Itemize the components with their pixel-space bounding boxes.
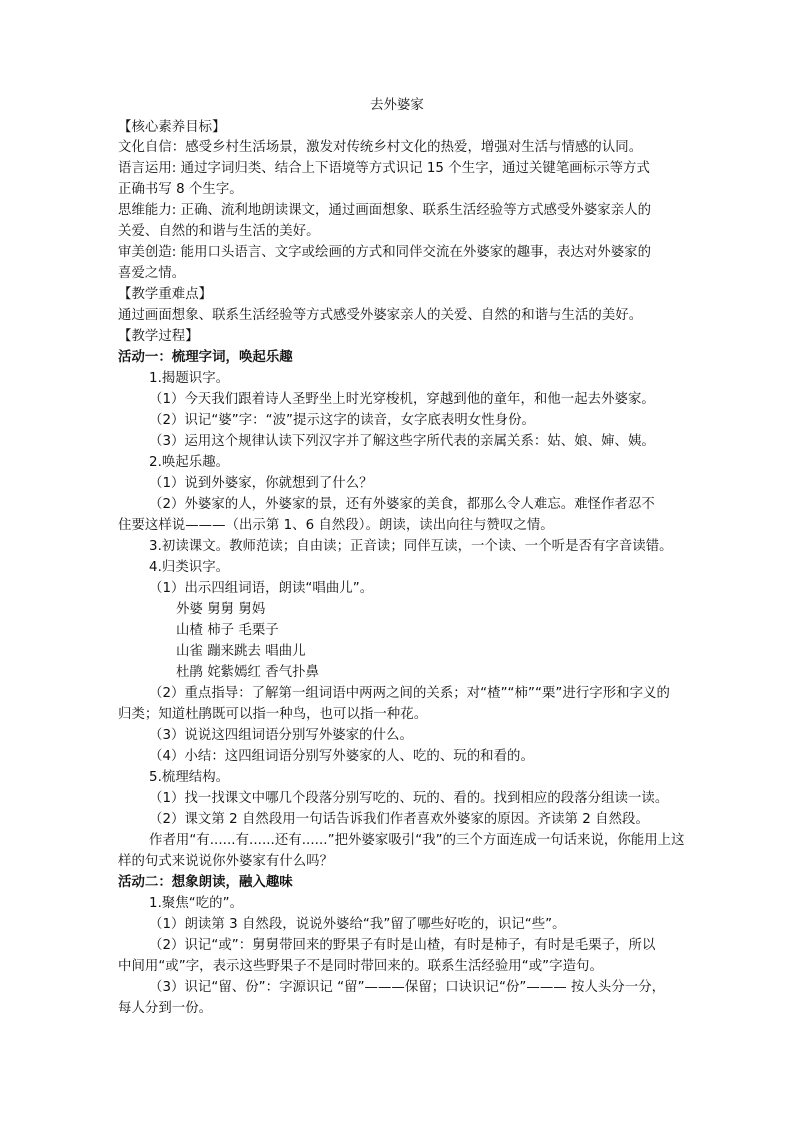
paragraph-line: （2）课文第 2 自然段用一句话告诉我们作者喜欢外婆家的原因。齐读第 2 自然段。 (149, 812, 649, 827)
activity-heading: 活动二：想象朗读，融入趣味 (118, 875, 293, 890)
document-title: 去外婆家 (370, 98, 424, 113)
paragraph-line: （1）朗读第 3 自然段，说说外婆给“我”留了哪些好吃的，识记“些”。 (149, 917, 566, 932)
paragraph-line: （3）说说这四组词语分别写外婆家的什么。 (149, 728, 413, 743)
paragraph-line: 审美创造: 能用口头语言、文字或绘画的方式和同伴交流在外婆家的趣事，表达对外婆家的 (118, 245, 652, 260)
paragraph-line: （2）外婆家的人，外婆家的景，还有外婆家的美食，都那么令人难忘。难怪作者忍不 (149, 497, 655, 512)
paragraph-line: （1）找一找课文中哪几个段落分别写吃的、玩的、看的。找到相应的段落分组读一读。 (149, 791, 669, 806)
paragraph-line: （2）识记“或”：舅舅带回来的野果子有时是山楂，有时是柿子，有时是毛栗子，所以 (149, 938, 656, 953)
paragraph-line: 3.初读课文。教师范读；自由读；正音读；同伴互读，一个读、一个听是否有字音读错。 (149, 539, 673, 554)
paragraph-line: （2）识记“婆”字：“波”提示这字的读音，女字底表明女性身份。 (149, 413, 535, 428)
section-heading-process: 【教学过程】 (118, 329, 199, 344)
step-heading: 1.聚焦“吃的”。 (149, 896, 244, 911)
paragraph-line: 样的句式来说说你外婆家有什么吗？ (118, 854, 334, 869)
paragraph-line: 归类；知道杜鹃既可以指一种鸟，也可以指一种花。 (118, 707, 428, 722)
paragraph-line: 中间用“或”字，表示这些野果子不是同时带回来的。联系生活经验用“或”字造句。 (118, 959, 603, 974)
paragraph-line: 通过画面想象、联系生活经验等方式感受外婆家亲人的关爱、自然的和谐与生活的美好。 (118, 308, 643, 323)
section-heading-key-points: 【教学重难点】 (118, 287, 213, 302)
paragraph-line: （2）重点指导：了解第一组词语中两两之间的关系；对“楂”“柿”“栗”进行字形和字义的 (149, 686, 670, 701)
paragraph-line: 作者用“有......有......还有......”把外婆家吸引“我”的三个方面连成一句话来说，你能用上这 (149, 833, 685, 848)
activity-heading: 活动一：梳理字词，唤起乐趣 (118, 350, 293, 365)
word-group: 外婆 舅舅 舅妈 (176, 602, 266, 617)
paragraph-line: （3）识记“留、份”：字源识记 “留”———保留；口诀识记“份”——— 按人头分一分， (149, 980, 666, 995)
paragraph-line: （1）说到外婆家，你就想到了什么？ (149, 476, 373, 491)
paragraph-line: 正确书写 8 个生字。 (118, 182, 243, 197)
step-heading: 5.梳理结构。 (149, 770, 230, 785)
paragraph-line: 喜爱之情。 (118, 266, 186, 281)
paragraph-line: 关爱、自然的和谐与生活的美好。 (118, 224, 320, 239)
section-heading-objectives: 【核心素养目标】 (118, 120, 226, 135)
paragraph-line: 语言运用: 通过字词归类、结合上下语境等方式识记 15 个生字，通过关键笔画标示等方式 (118, 161, 650, 176)
word-group: 杜鹃 姹紫嫣红 香气扑鼻 (176, 665, 320, 680)
word-group: 山雀 蹦来跳去 唱曲儿 (176, 644, 306, 659)
paragraph-line: 文化自信：感受乡村生活场景，激发对传统乡村文化的热爱，增强对生活与情感的认同。 (118, 140, 643, 155)
paragraph-line: 住要这样说———（出示第 1、6 自然段）。朗读，读出向往与赞叹之情。 (118, 518, 554, 533)
paragraph-line: 思维能力: 正确、流利地朗读课文，通过画面想象、联系生活经验等方式感受外婆家亲人的 (118, 203, 652, 218)
step-heading: 4.归类识字。 (149, 560, 230, 575)
word-group: 山楂 柿子 毛栗子 (176, 623, 279, 638)
step-heading: 2.唤起乐趣。 (149, 455, 230, 470)
paragraph-line: （3）运用这个规律认读下列汉字并了解这些字所代表的亲属关系：姑、娘、婶、姨。 (149, 434, 655, 449)
paragraph-line: （1）出示四组词语，朗读“唱曲儿”。 (149, 581, 374, 596)
paragraph-line: （1）今天我们跟着诗人圣野坐上时光穿梭机，穿越到他的童年，和他一起去外婆家。 (149, 392, 655, 407)
step-heading: 1.揭题识字。 (149, 371, 230, 386)
paragraph-line: （4）小结：这四组词语分别写外婆家的人、吃的、玩的和看的。 (149, 749, 534, 764)
paragraph-line: 每人分到一份。 (118, 1001, 213, 1016)
